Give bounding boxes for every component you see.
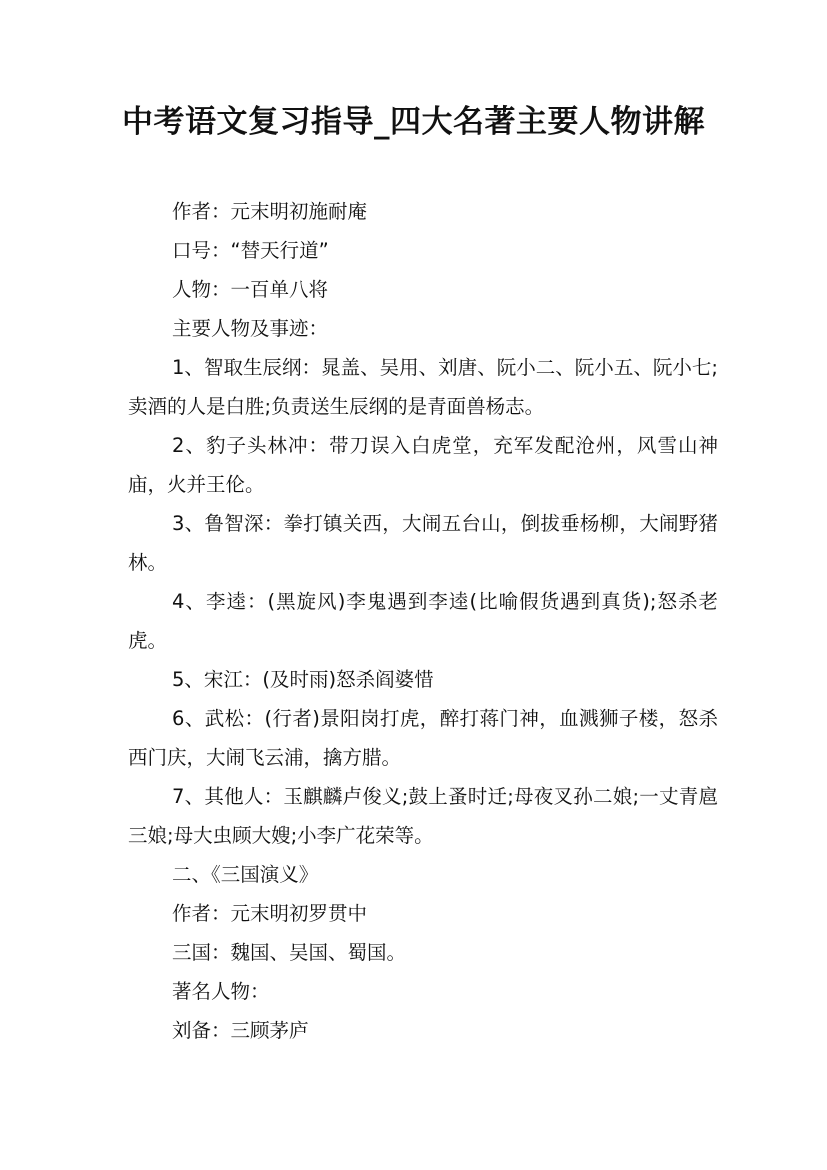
paragraph-liubei: 刘备：三顾茅庐: [172, 1019, 309, 1042]
document-body: [128, 192, 718, 1050]
paragraph-three-kingdoms: 三国：魏国、吴国、蜀国。: [172, 941, 407, 964]
paragraph-item-7: 7、其他人：玉麒麟卢俊义;鼓上蚤时迁;母夜叉孙二娘;一丈青扈三娘;母大虫顾大嫂;小李广花荣等。: [128, 785, 718, 847]
paragraph-item-4: 4、李逵：(黑旋风)李鬼遇到李逵(比喻假货遇到真货);怒杀老虎。: [128, 590, 718, 652]
paragraph-item-3: 3、鲁智深：拳打镇关西，大闹五台山，倒拔垂杨柳，大闹野猪林。: [128, 512, 718, 574]
paragraph-item-5: 5、宋江：(及时雨)怒杀阎婆惜: [172, 668, 434, 691]
document-title: 中考语文复习指导_四大名著主要人物讲解: [122, 104, 705, 140]
paragraph-main-heading: 主要人物及事迹：: [172, 317, 329, 340]
paragraph-author: 作者：元末明初施耐庵: [172, 200, 368, 223]
paragraph-characters: 人物：一百单八将: [172, 278, 329, 301]
paragraph-sanguo-author: 作者：元末明初罗贯中: [172, 902, 368, 925]
paragraph-slogan: 口号：“替天行道”: [172, 239, 329, 262]
section-heading-sanguo: 二、《三国演义》: [172, 863, 319, 886]
paragraph-item-2: 2、豹子头林冲：带刀误入白虎堂，充军发配沧州，风雪山神庙，火并王伦。: [128, 434, 718, 496]
paragraph-famous-people: 著名人物：: [172, 980, 270, 1003]
paragraph-item-1: 1、智取生辰纲：晁盖、吴用、刘唐、阮小二、阮小五、阮小七;卖酒的人是白胜;负责送生辰纲的是青面兽杨志。: [128, 356, 718, 418]
paragraph-item-6: 6、武松：(行者)景阳岗打虎，醉打蒋门神，血溅狮子楼，怒杀西门庆，大闹飞云浦，擒方腊。: [128, 707, 718, 769]
